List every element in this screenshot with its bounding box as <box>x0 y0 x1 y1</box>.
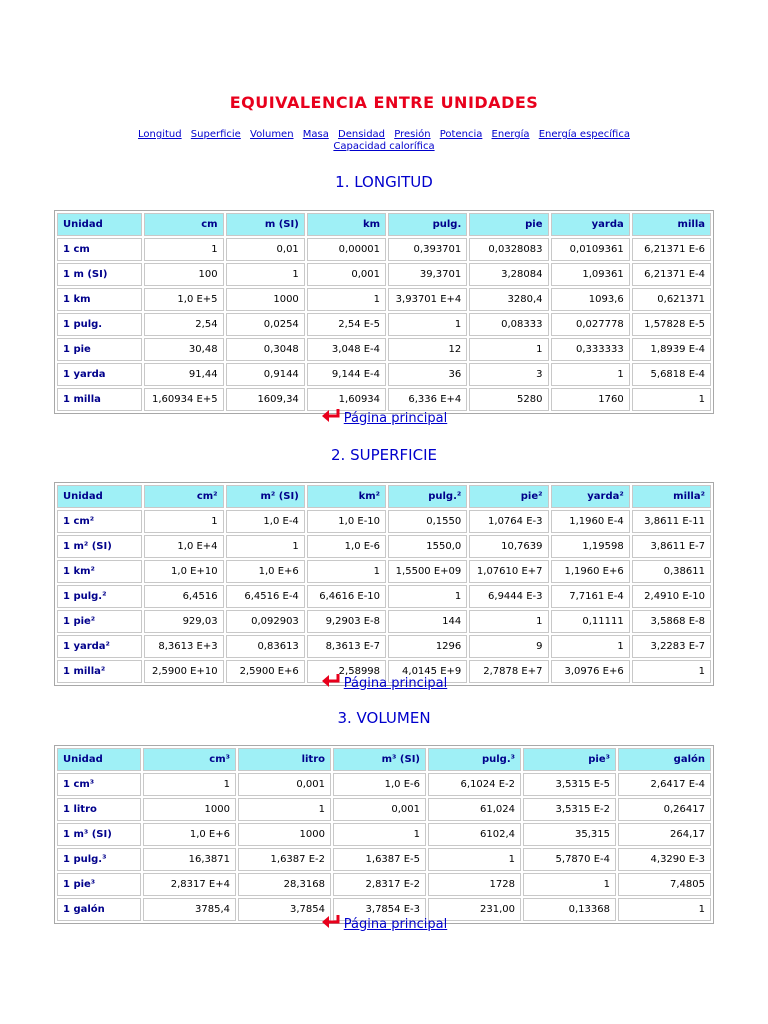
column-header: m³ (SI) <box>333 748 426 771</box>
table-row <box>57 510 711 533</box>
row-header: 1 yarda² <box>57 635 142 658</box>
table-header-row <box>57 213 711 236</box>
table-cell: 2,5900 E+10 <box>144 660 223 683</box>
column-header: m² (SI) <box>226 485 305 508</box>
table-cell: 1,0 E-6 <box>307 535 386 558</box>
column-header: pie² <box>469 485 548 508</box>
table-cell: 16,3871 <box>143 848 236 871</box>
table-cell: 2,54 E-5 <box>307 313 386 336</box>
table-cell: 144 <box>388 610 467 633</box>
table-cell: 30,48 <box>144 338 223 361</box>
table-cell: 1 <box>307 288 386 311</box>
table-cell: 5280 <box>469 388 548 411</box>
table-row <box>57 610 711 633</box>
table-cell: 35,315 <box>523 823 616 846</box>
table-cell: 6,336 E+4 <box>388 388 467 411</box>
table-cell: 1,6387 E-5 <box>333 848 426 871</box>
table-row <box>57 238 711 261</box>
table-cell: 264,17 <box>618 823 711 846</box>
table-cell: 1 <box>333 823 426 846</box>
table-cell: 1000 <box>238 823 331 846</box>
table-cell: 3785,4 <box>143 898 236 921</box>
table-row <box>57 823 711 846</box>
table-cell: 3280,4 <box>469 288 548 311</box>
table-cell: 6,21371 E-4 <box>632 263 711 286</box>
table-cell: 3,0976 E+6 <box>551 660 630 683</box>
table-cell: 1,09361 <box>551 263 630 286</box>
table-cell: 1 <box>238 798 331 821</box>
table-cell: 1,0 E-6 <box>333 773 426 796</box>
table-cell: 39,3701 <box>388 263 467 286</box>
table-cell: 0,333333 <box>551 338 630 361</box>
table-cell: 3,7854 <box>238 898 331 921</box>
table-cell: 0,13368 <box>523 898 616 921</box>
row-header: 1 km² <box>57 560 142 583</box>
row-header: 1 m (SI) <box>57 263 142 286</box>
row-header: 1 milla <box>57 388 142 411</box>
table-cell: 0,11111 <box>551 610 630 633</box>
table-row <box>57 338 711 361</box>
return-arrow-icon[interactable] <box>321 673 343 693</box>
section-title-volumen: 3. VOLUMEN <box>337 709 431 727</box>
table-cell: 1 <box>388 585 467 608</box>
column-header: Unidad <box>57 748 141 771</box>
table-cell: 5,6818 E-4 <box>632 363 711 386</box>
table-cell: 1 <box>144 510 223 533</box>
column-header: cm³ <box>143 748 236 771</box>
table-cell: 1000 <box>226 288 305 311</box>
table-cell: 3,5315 E-2 <box>523 798 616 821</box>
table-cell: 1,0 E+6 <box>143 823 236 846</box>
table-cell: 1,60934 E+5 <box>144 388 223 411</box>
column-header: milla <box>632 213 711 236</box>
table-cell: 1 <box>226 535 305 558</box>
table-row <box>57 535 711 558</box>
table-cell: 1093,6 <box>551 288 630 311</box>
table-cell: 0,1550 <box>388 510 467 533</box>
table-cell: 1,1960 E+6 <box>551 560 630 583</box>
table-cell: 3 <box>469 363 548 386</box>
nav-link-volumen[interactable]: Volumen <box>250 129 294 140</box>
table-cell: 4,3290 E-3 <box>618 848 711 871</box>
table-cell: 231,00 <box>428 898 521 921</box>
row-header: 1 pie³ <box>57 873 141 896</box>
table-cell: 9 <box>469 635 548 658</box>
column-header: Unidad <box>57 213 142 236</box>
table-cell: 1,57828 E-5 <box>632 313 711 336</box>
row-header: 1 pie² <box>57 610 142 633</box>
table-cell: 0,001 <box>238 773 331 796</box>
table-cell: 1,0 E+4 <box>144 535 223 558</box>
table-cell: 1,5500 E+09 <box>388 560 467 583</box>
table-cell: 1 <box>469 338 548 361</box>
table-cell: 36 <box>388 363 467 386</box>
table-cell: 91,44 <box>144 363 223 386</box>
column-header: galón <box>618 748 711 771</box>
table-cell: 6,1024 E-2 <box>428 773 521 796</box>
table-cell: 3,8611 E-7 <box>632 535 711 558</box>
table-row <box>57 848 711 871</box>
home-link[interactable]: Página principal <box>343 676 448 691</box>
table-superficie <box>54 482 714 686</box>
home-link[interactable]: Página principal <box>343 917 448 932</box>
table-cell: 1 <box>469 610 548 633</box>
table-cell: 0,621371 <box>632 288 711 311</box>
nav-link-longitud[interactable]: Longitud <box>138 129 182 140</box>
table-cell: 0,3048 <box>226 338 305 361</box>
table-cell: 0,00001 <box>307 238 386 261</box>
table-cell: 6,9444 E-3 <box>469 585 548 608</box>
table-cell: 1 <box>618 898 711 921</box>
table-cell: 1,0 E-10 <box>307 510 386 533</box>
table-cell: 1,6387 E-2 <box>238 848 331 871</box>
table-cell: 2,54 <box>144 313 223 336</box>
table-row <box>57 635 711 658</box>
table-cell: 1760 <box>551 388 630 411</box>
table-cell: 2,8317 E+4 <box>143 873 236 896</box>
page-title: EQUIVALENCIA ENTRE UNIDADES <box>229 93 539 112</box>
table-cell: 100 <box>144 263 223 286</box>
table-cell: 1 <box>307 560 386 583</box>
row-header: 1 m³ (SI) <box>57 823 141 846</box>
nav-link-masa[interactable]: Masa <box>302 129 329 140</box>
table-cell: 1 <box>551 363 630 386</box>
home-link[interactable]: Página principal <box>343 411 448 426</box>
table-cell: 6,21371 E-6 <box>632 238 711 261</box>
row-header: 1 milla² <box>57 660 142 683</box>
column-header: km <box>307 213 386 236</box>
table-cell: 0,08333 <box>469 313 548 336</box>
table-cell: 7,7161 E-4 <box>551 585 630 608</box>
row-header: 1 cm <box>57 238 142 261</box>
table-cell: 3,93701 E+4 <box>388 288 467 311</box>
row-header: 1 cm³ <box>57 773 141 796</box>
table-cell: 1000 <box>143 798 236 821</box>
table-cell: 6102,4 <box>428 823 521 846</box>
table-cell: 1,0764 E-3 <box>469 510 548 533</box>
home-link-row-1 <box>0 408 768 428</box>
table-cell: 0,9144 <box>226 363 305 386</box>
table-cell: 5,7870 E-4 <box>523 848 616 871</box>
table-cell: 1 <box>428 848 521 871</box>
row-header: 1 m² (SI) <box>57 535 142 558</box>
unit-nav <box>110 129 658 153</box>
nav-link-capacidad-calorifica[interactable]: Capacidad calorífica <box>333 141 435 152</box>
table-cell: 0,0109361 <box>551 238 630 261</box>
table-cell: 12 <box>388 338 467 361</box>
table-cell: 4,0145 E+9 <box>388 660 467 683</box>
table-cell: 1728 <box>428 873 521 896</box>
return-arrow-icon[interactable] <box>321 914 343 934</box>
column-header: milla² <box>632 485 711 508</box>
table-row <box>57 263 711 286</box>
column-header: pulg.³ <box>428 748 521 771</box>
column-header: cm <box>144 213 223 236</box>
table-header-row <box>57 748 711 771</box>
table-cell: 1,0 E+6 <box>226 560 305 583</box>
column-header: km² <box>307 485 386 508</box>
table-cell: 1,60934 <box>307 388 386 411</box>
table-cell: 1 <box>551 635 630 658</box>
table-cell: 2,4910 E-10 <box>632 585 711 608</box>
table-cell: 0,38611 <box>632 560 711 583</box>
table-cell: 0,027778 <box>551 313 630 336</box>
table-cell: 0,393701 <box>388 238 467 261</box>
table-cell: 3,5868 E-8 <box>632 610 711 633</box>
table-header-row <box>57 485 711 508</box>
table-cell: 1 <box>388 313 467 336</box>
nav-link-superficie[interactable]: Superficie <box>190 129 241 140</box>
table-cell: 9,2903 E-8 <box>307 610 386 633</box>
table-cell: 2,5900 E+6 <box>226 660 305 683</box>
table-cell: 3,28084 <box>469 263 548 286</box>
table-cell: 0,01 <box>226 238 305 261</box>
home-link-row-2 <box>0 673 768 693</box>
row-header: 1 km <box>57 288 142 311</box>
nav-link-energia-especifica[interactable]: Energía específica <box>538 129 630 140</box>
return-arrow-icon[interactable] <box>321 408 343 428</box>
table-cell: 3,048 E-4 <box>307 338 386 361</box>
table-cell: 9,144 E-4 <box>307 363 386 386</box>
table-cell: 28,3168 <box>238 873 331 896</box>
table-cell: 0,001 <box>333 798 426 821</box>
table-cell: 1,0 E+5 <box>144 288 223 311</box>
column-header: Unidad <box>57 485 142 508</box>
table-cell: 6,4616 E-10 <box>307 585 386 608</box>
table-cell: 1,19598 <box>551 535 630 558</box>
table-row <box>57 873 711 896</box>
table-cell: 0,83613 <box>226 635 305 658</box>
table-cell: 10,7639 <box>469 535 548 558</box>
column-header: cm² <box>144 485 223 508</box>
column-header: m (SI) <box>226 213 305 236</box>
table-cell: 2,7878 E+7 <box>469 660 548 683</box>
home-link-row-3 <box>0 914 768 934</box>
column-header: pie³ <box>523 748 616 771</box>
table-row <box>57 773 711 796</box>
table-row <box>57 585 711 608</box>
table-cell: 2,58998 <box>307 660 386 683</box>
column-header: yarda <box>551 213 630 236</box>
column-header: litro <box>238 748 331 771</box>
table-cell: 3,8611 E-11 <box>632 510 711 533</box>
table-cell: 3,5315 E-5 <box>523 773 616 796</box>
table-row <box>57 363 711 386</box>
nav-link-energia[interactable]: Energía <box>491 129 530 140</box>
table-cell: 1296 <box>388 635 467 658</box>
table-cell: 1,8939 E-4 <box>632 338 711 361</box>
table-cell: 61,024 <box>428 798 521 821</box>
row-header: 1 pie <box>57 338 142 361</box>
table-cell: 0,26417 <box>618 798 711 821</box>
table-cell: 1609,34 <box>226 388 305 411</box>
table-cell: 1550,0 <box>388 535 467 558</box>
table-cell: 1,0 E+10 <box>144 560 223 583</box>
nav-link-potencia[interactable]: Potencia <box>439 129 483 140</box>
table-cell: 6,4516 E-4 <box>226 585 305 608</box>
table-row <box>57 798 711 821</box>
table-row <box>57 313 711 336</box>
table-cell: 0,001 <box>307 263 386 286</box>
column-header: yarda² <box>551 485 630 508</box>
table-cell: 3,2283 E-7 <box>632 635 711 658</box>
table-cell: 8,3613 E-7 <box>307 635 386 658</box>
table-cell: 1,07610 E+7 <box>469 560 548 583</box>
table-cell: 7,4805 <box>618 873 711 896</box>
nav-link-densidad[interactable]: Densidad <box>338 129 386 140</box>
table-volumen <box>54 745 714 924</box>
table-cell: 8,3613 E+3 <box>144 635 223 658</box>
table-cell: 2,8317 E-2 <box>333 873 426 896</box>
table-cell: 1 <box>143 773 236 796</box>
table-cell: 0,0328083 <box>469 238 548 261</box>
table-cell: 1 <box>632 388 711 411</box>
nav-link-presion[interactable]: Presión <box>394 129 431 140</box>
table-cell: 1 <box>632 660 711 683</box>
table-cell: 1 <box>144 238 223 261</box>
column-header: pie <box>469 213 548 236</box>
table-longitud <box>54 210 714 414</box>
table-cell: 1,1960 E-4 <box>551 510 630 533</box>
table-cell: 1 <box>523 873 616 896</box>
table-cell: 0,092903 <box>226 610 305 633</box>
row-header: 1 yarda <box>57 363 142 386</box>
section-title-superficie: 2. SUPERFICIE <box>331 446 437 464</box>
row-header: 1 litro <box>57 798 141 821</box>
row-header: 1 pulg.² <box>57 585 142 608</box>
table-cell: 6,4516 <box>144 585 223 608</box>
table-cell: 1,0 E-4 <box>226 510 305 533</box>
table-row <box>57 288 711 311</box>
table-row <box>57 560 711 583</box>
table-cell: 2,6417 E-4 <box>618 773 711 796</box>
column-header: pulg.² <box>388 485 467 508</box>
row-header: 1 galón <box>57 898 141 921</box>
table-cell: 1 <box>226 263 305 286</box>
table-cell: 3,7854 E-3 <box>333 898 426 921</box>
row-header: 1 cm² <box>57 510 142 533</box>
row-header: 1 pulg.³ <box>57 848 141 871</box>
table-cell: 0,0254 <box>226 313 305 336</box>
section-title-longitud: 1. LONGITUD <box>335 173 433 191</box>
column-header: pulg. <box>388 213 467 236</box>
table-cell: 929,03 <box>144 610 223 633</box>
row-header: 1 pulg. <box>57 313 142 336</box>
